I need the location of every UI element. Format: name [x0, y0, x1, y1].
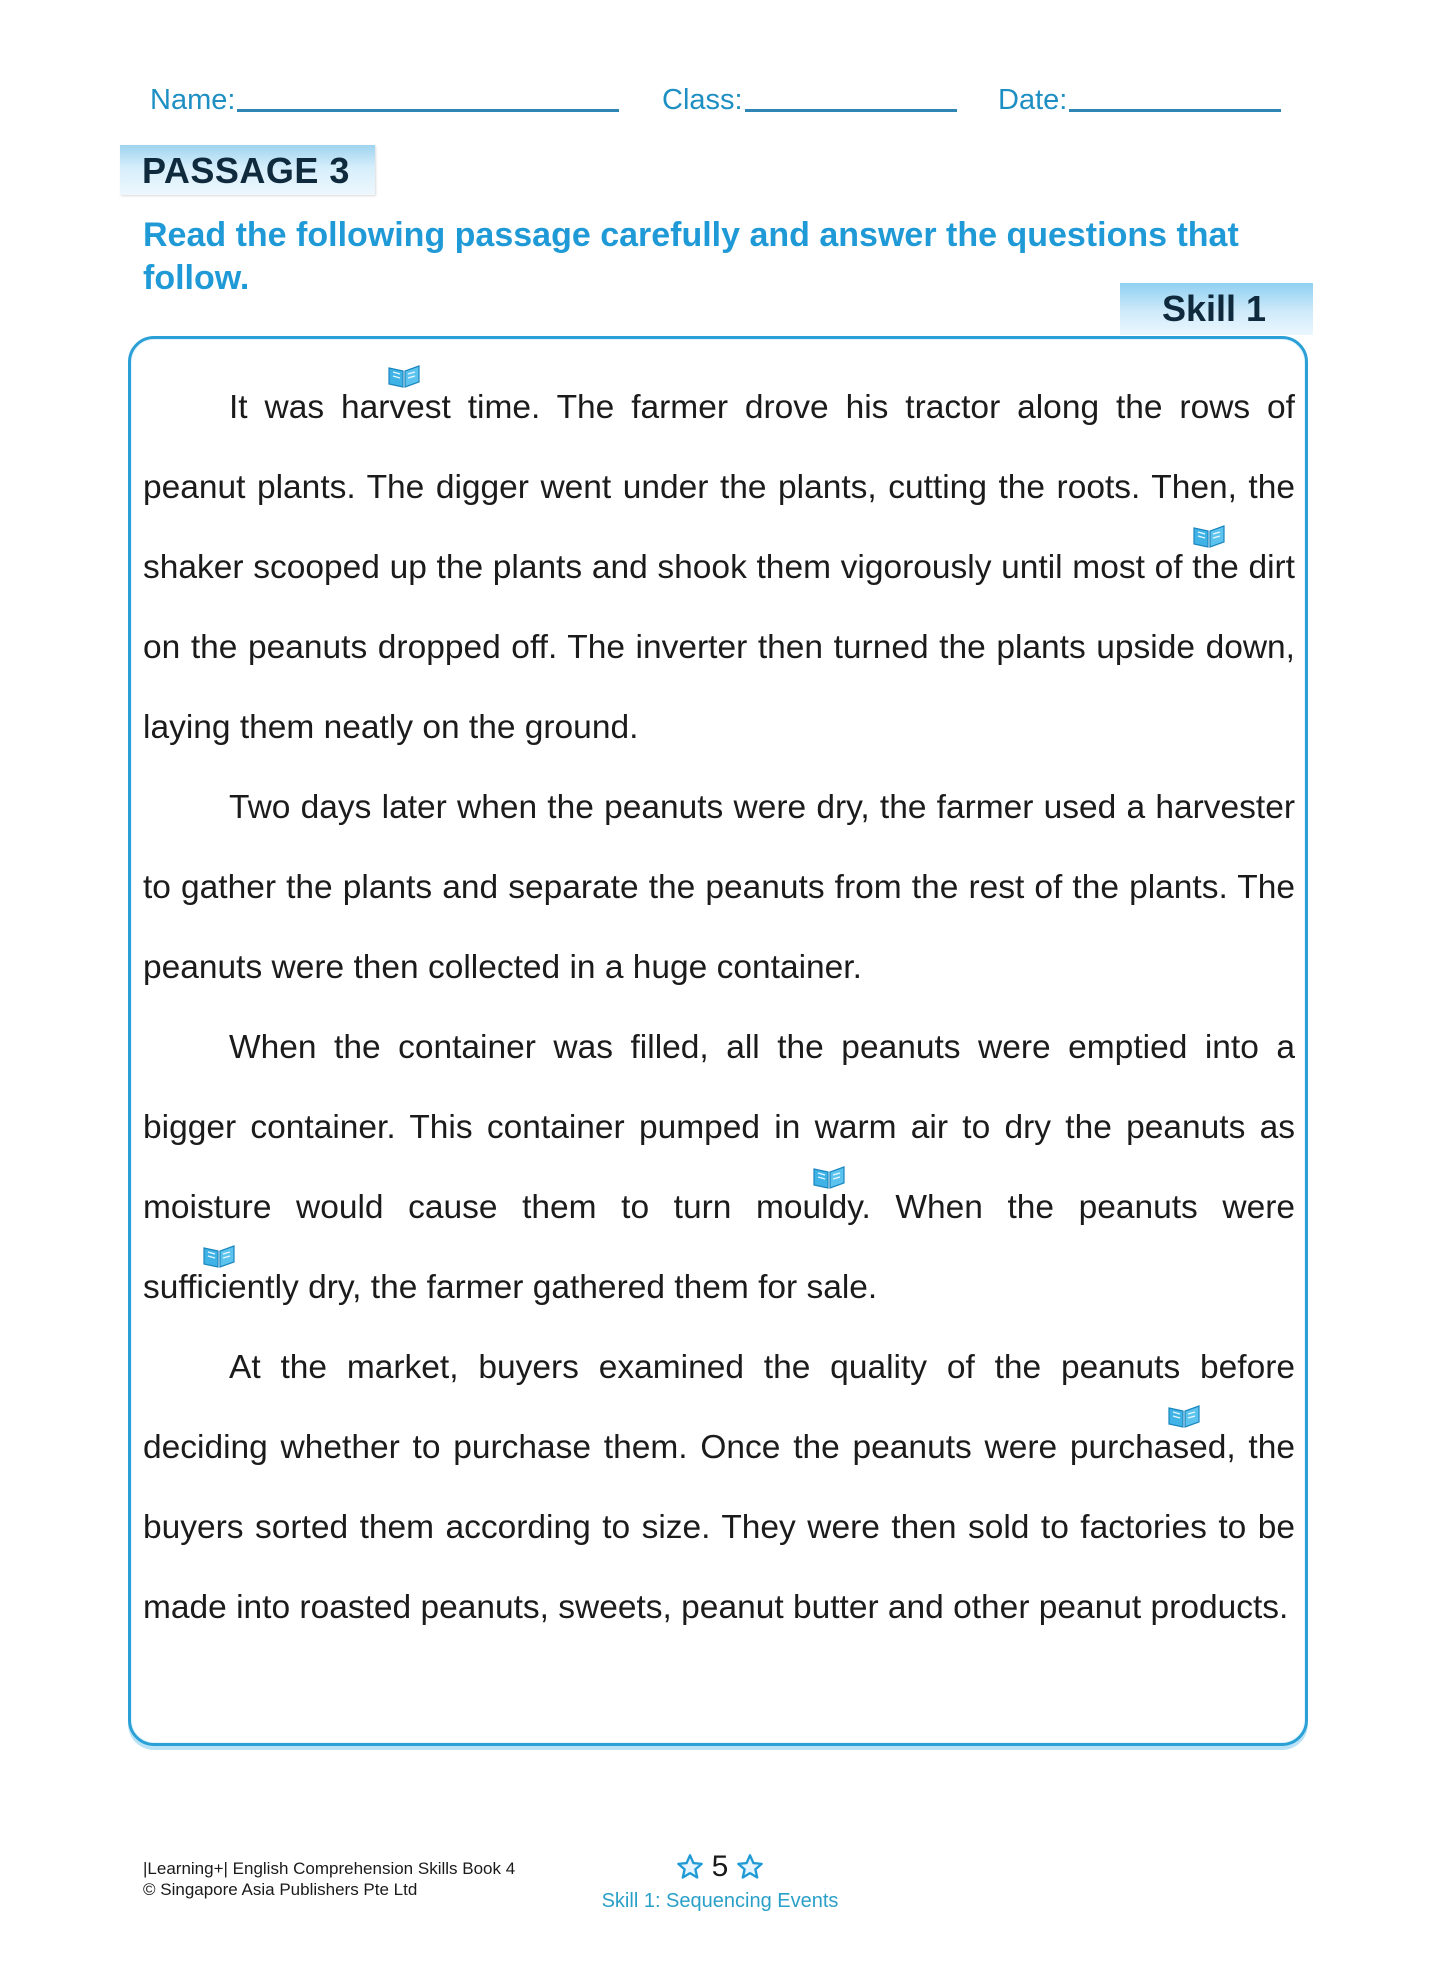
date-label: Date:	[998, 84, 1068, 116]
paragraph-2: Two days later when the peanuts were dry, the farmer used a harvester to gather the plants and separate the peanuts from the rest of the plants. The peanuts were then collected in a huge container.	[143, 789, 1295, 986]
vocab-book-icon[interactable]	[202, 1243, 236, 1269]
class-label: Class:	[662, 84, 743, 116]
skill-caption: Skill 1: Sequencing Events	[601, 1890, 839, 1912]
skill-tag	[1120, 283, 1313, 335]
class-line[interactable]	[745, 109, 957, 112]
date-field[interactable]	[998, 82, 1281, 118]
star-icon	[676, 1853, 704, 1881]
vocab-book-icon[interactable]	[812, 1164, 846, 1190]
class-field[interactable]	[662, 82, 957, 118]
vocab-book-icon[interactable]	[1167, 1403, 1201, 1429]
paragraph-1: It was harvest time. The farmer drove his tractor along the rows of peanut plants. The digger went under the plants, cutting the roots. Then, the shaker scooped up the plants and shook them vigorously until most of the dirt on the peanuts dropped off. The inverter then turned the plants upside down, laying them neatly on the ground.	[143, 389, 1295, 746]
paragraph-3: When the container was filled, all the peanuts were emptied into a bigger container. This container pumped in warm air to dry the peanuts as moisture would cause them to turn mouldy. When the peanuts were sufficiently dry, the farmer gathered them for sale.	[143, 1029, 1295, 1306]
page-number: 5	[711, 1850, 729, 1883]
name-field[interactable]	[150, 82, 619, 118]
instruction-text: Read the following passage carefully and answer the questions that follow.	[143, 216, 1239, 297]
date-line[interactable]	[1069, 109, 1281, 112]
vocab-book-icon[interactable]	[1192, 523, 1226, 549]
star-icon	[736, 1853, 764, 1881]
passage-tag	[120, 145, 375, 195]
skill-tag-label: Skill 1	[1162, 288, 1267, 329]
book-title-line: |Learning+| English Comprehension Skills Book 4	[143, 1859, 516, 1878]
student-info-fields	[150, 82, 1290, 122]
passage-text	[143, 368, 1295, 1648]
passage-title: PASSAGE 3	[142, 150, 350, 191]
footer-credits	[143, 1858, 515, 1900]
name-label: Name:	[150, 84, 236, 116]
copyright-line: © Singapore Asia Publishers Pte Ltd	[143, 1880, 418, 1899]
vocab-book-icon[interactable]	[387, 363, 421, 389]
name-line[interactable]	[237, 109, 619, 112]
page-footer	[580, 1850, 860, 1913]
paragraph-4: At the market, buyers examined the quality of the peanuts before deciding whether to purchase them. Once the peanuts were purchased, the buyers sorted them according to size. They were then sold to factories to be made into roasted peanuts, sweets, peanut butter and other peanut products.	[143, 1349, 1295, 1626]
